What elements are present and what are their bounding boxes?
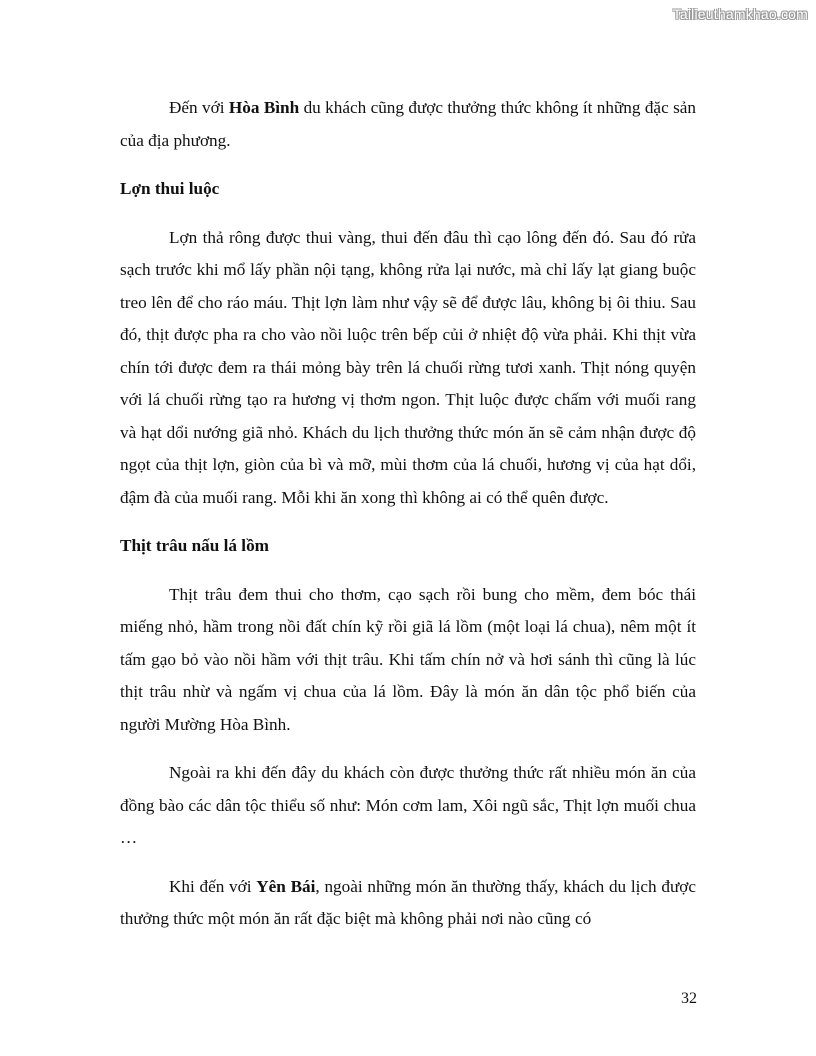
- paragraph-lon-thui-luoc: Lợn thả rông được thui vàng, thui đến đâu thì cạo lông đến đó. Sau đó rửa sạch trước khi mổ lấy phần nội tạng, không rửa lại nước, mà chỉ lấy lạt giang buộc treo lên để cho ráo máu. Thịt lợn làm như vậy sẽ để được lâu, không bị ôi thiu. Sau đó, thịt được pha ra cho vào nồi luộc trên bếp củi ở nhiệt độ vừa phải. Khi thịt vừa chín tới được đem ra thái mỏng bày trên lá chuối rừng tươi xanh. Thịt nóng quyện với lá chuối rừng tạo ra hương vị thơm ngon. Thịt luộc được chấm với muối rang và hạt dổi nướng giã nhỏ. Khách du lịch thưởng thức món ăn sẽ cảm nhận được độ ngọt của thịt lợn, giòn của bì và mỡ, mùi thơm của lá chuối, hương vị của hạt dổi, đậm đà của muối rang. Mỗi khi ăn xong thì không ai có thể quên được.: [120, 227, 696, 507]
- paragraph-text: du khách cũng được thưởng thức không ít những đặc sản của địa phương.: [120, 98, 696, 150]
- paragraph-hoa-binh-intro: [120, 92, 696, 157]
- place-name-yen-bai: Yên Bái: [256, 876, 316, 896]
- section-heading-lon-thui-luoc: Lợn thui luộc: [120, 179, 220, 198]
- document-body: [120, 92, 696, 952]
- watermark-text: Tailieuthamkhao.com: [672, 6, 808, 22]
- paragraph-yen-bai-intro: [120, 871, 696, 936]
- paragraph-text: Khi đến với: [169, 876, 257, 896]
- paragraph-other-dishes: Ngoài ra khi đến đây du khách còn được thưởng thức rất nhiều món ăn của đồng bào các dân tộc thiểu số như: Món cơm lam, Xôi ngũ sắc, Thịt lợn muối chua …: [120, 763, 696, 847]
- paragraph-text: Đến với: [169, 98, 229, 117]
- page-number: 32: [681, 990, 697, 1007]
- place-name-hoa-binh: Hòa Bình: [228, 98, 300, 117]
- paragraph-text: , ngoài những món ăn thường thấy, khách du lịch được thưởng thức một món ăn rất đặc biệt mà không phải nơi nào cũng có: [120, 876, 697, 928]
- section-heading-thit-trau: Thịt trâu nấu lá lồm: [120, 536, 269, 555]
- paragraph-thit-trau: Thịt trâu đem thui cho thơm, cạo sạch rồi bung cho mềm, đem bóc thái miếng nhỏ, hầm trong nồi đất chín kỹ rồi giã lá lồm (một loại lá chua), nêm một ít tấm gạo bỏ vào nồi hầm với thịt trâu. Khi tấm chín nở và hơi sánh thì cũng là lúc thịt trâu nhừ và ngấm vị chua của lá lồm. Đây là món ăn dân tộc phổ biến của người Mường Hòa Bình.: [120, 584, 696, 734]
